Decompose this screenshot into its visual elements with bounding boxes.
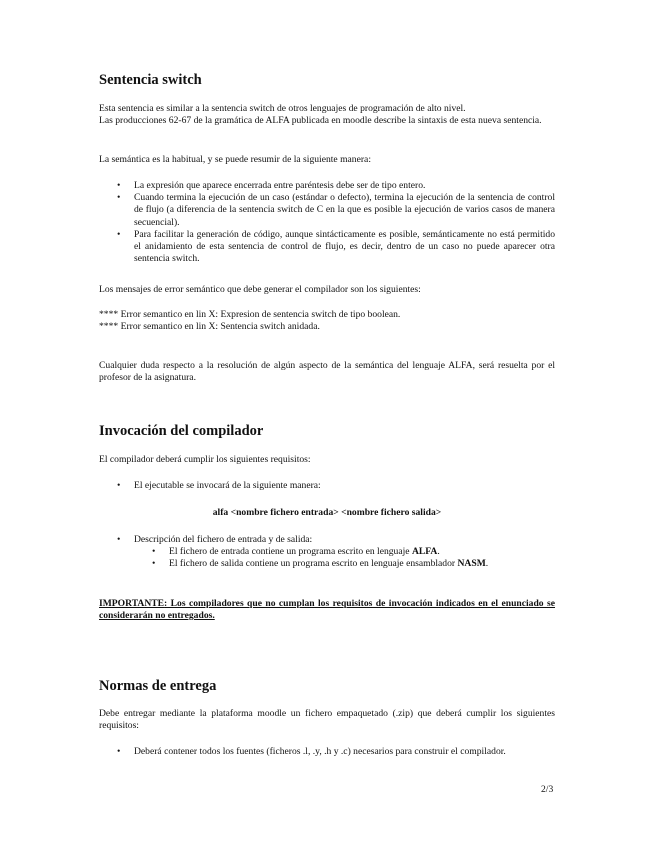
paragraph-line: Esta sentencia es similar a la sentencia switch de otros lenguajes de programación de alto nivel.	[99, 103, 466, 114]
paragraph-switch-intro	[99, 103, 555, 127]
file-description-sublist	[134, 546, 555, 570]
section-title-delivery: Normas de entrega	[99, 678, 217, 694]
important-label: IMPORTANTE	[99, 598, 165, 609]
bullet-icon: •	[117, 746, 121, 757]
list-item	[99, 480, 555, 492]
list-item: • El fichero de salida contiene un programa escrito en lenguaje ensamblador NASM.	[152, 558, 489, 570]
error-message: **** Error semantico en lin X: Expresion de sentencia switch de tipo boolean.	[99, 309, 401, 320]
paragraph-semantics: La semántica es la habitual, y se puede resumir de la siguiente manera:	[99, 154, 371, 165]
invocation-list	[99, 480, 555, 492]
list-item: • El fichero de entrada contiene un programa escrito en lenguaje ALFA.	[152, 546, 440, 557]
bullet-icon: •	[152, 558, 156, 570]
bullet-icon: •	[117, 534, 121, 545]
list-item-text: Cuando termina la ejecución de un caso (estándar o defecto), termina la ejecución de la sentencia de control de flujo (a diferencia de la sentencia switch de C en la que es posible la ejecución de varios casos de manera secuencial).	[134, 192, 555, 228]
bullet-icon: •	[117, 192, 121, 204]
list-item-text: El fichero de salida contiene un programa escrito en lenguaje ensamblador	[169, 558, 458, 570]
section-title-switch: Sentencia switch	[99, 72, 202, 88]
assembler-name: NASM	[457, 558, 486, 570]
page-number: 2/3	[541, 784, 554, 795]
important-notice	[99, 598, 555, 622]
error-message: **** Error semantico en lin X: Sentencia switch anidada.	[99, 321, 320, 332]
paragraph-requirements: El compilador deberá cumplir los siguientes requisitos:	[99, 454, 311, 465]
list-item-text: El fichero de entrada contiene un programa escrito en lenguaje	[169, 546, 412, 557]
section-title-invocation: Invocación del compilador	[99, 423, 264, 439]
language-name: ALFA	[411, 546, 438, 557]
bullet-icon: •	[152, 546, 156, 557]
list-item-text: El ejecutable se invocará de la siguiente manera:	[134, 480, 321, 491]
important-text: : Los compiladores que no cumplan los requisitos de invocación indicados en el enunciado se considerarán no entregados.	[99, 598, 555, 622]
list-item-text: Deberá contener todos los fuentes (ficheros .l, .y, .h y .c) necesarios para construir el compilador.	[134, 746, 506, 757]
list-item	[99, 534, 555, 546]
bullet-icon: •	[117, 180, 121, 191]
paragraph-line: Las producciones 62-67 de la gramática de ALFA publicada en moodle describe la sintaxis de esta nueva sentencia.	[99, 115, 542, 127]
delivery-list	[99, 746, 555, 758]
list-item	[99, 192, 555, 229]
semantics-list	[99, 180, 555, 265]
list-item-text: La expresión que aparece encerrada entre paréntesis debe ser de tipo entero.	[134, 180, 426, 191]
list-item-text: Descripción del fichero de entrada y de salida:	[134, 534, 313, 545]
list-item	[99, 180, 555, 192]
bullet-icon: •	[117, 480, 121, 491]
bullet-icon: •	[117, 228, 121, 240]
list-item-text: Para facilitar la generación de código, aunque sintácticamente es posible, semánticamente no está permitido el anidamiento de esta sentencia de control de flujo, es decir, dentro de un caso no puede aparecer otra sentencia switch.	[134, 228, 555, 265]
list-item	[99, 746, 555, 758]
list-item	[99, 229, 555, 266]
paragraph-delivery: Debe entregar mediante la plataforma moodle un fichero empaquetado (.zip) que deberá cumplir los siguientes requisitos:	[99, 708, 555, 732]
command-line: alfa <nombre fichero entrada> <nombre fichero salida>	[212, 507, 442, 518]
paragraph-doubts: Cualquier duda respecto a la resolución de algún aspecto de la semántica del lenguaje ALFA, será resuelta por el profesor de la asignatura.	[99, 360, 555, 384]
file-description-list	[99, 534, 555, 546]
paragraph-error-messages: Los mensajes de error semántico que debe generar el compilador son los siguientes:	[99, 284, 421, 295]
